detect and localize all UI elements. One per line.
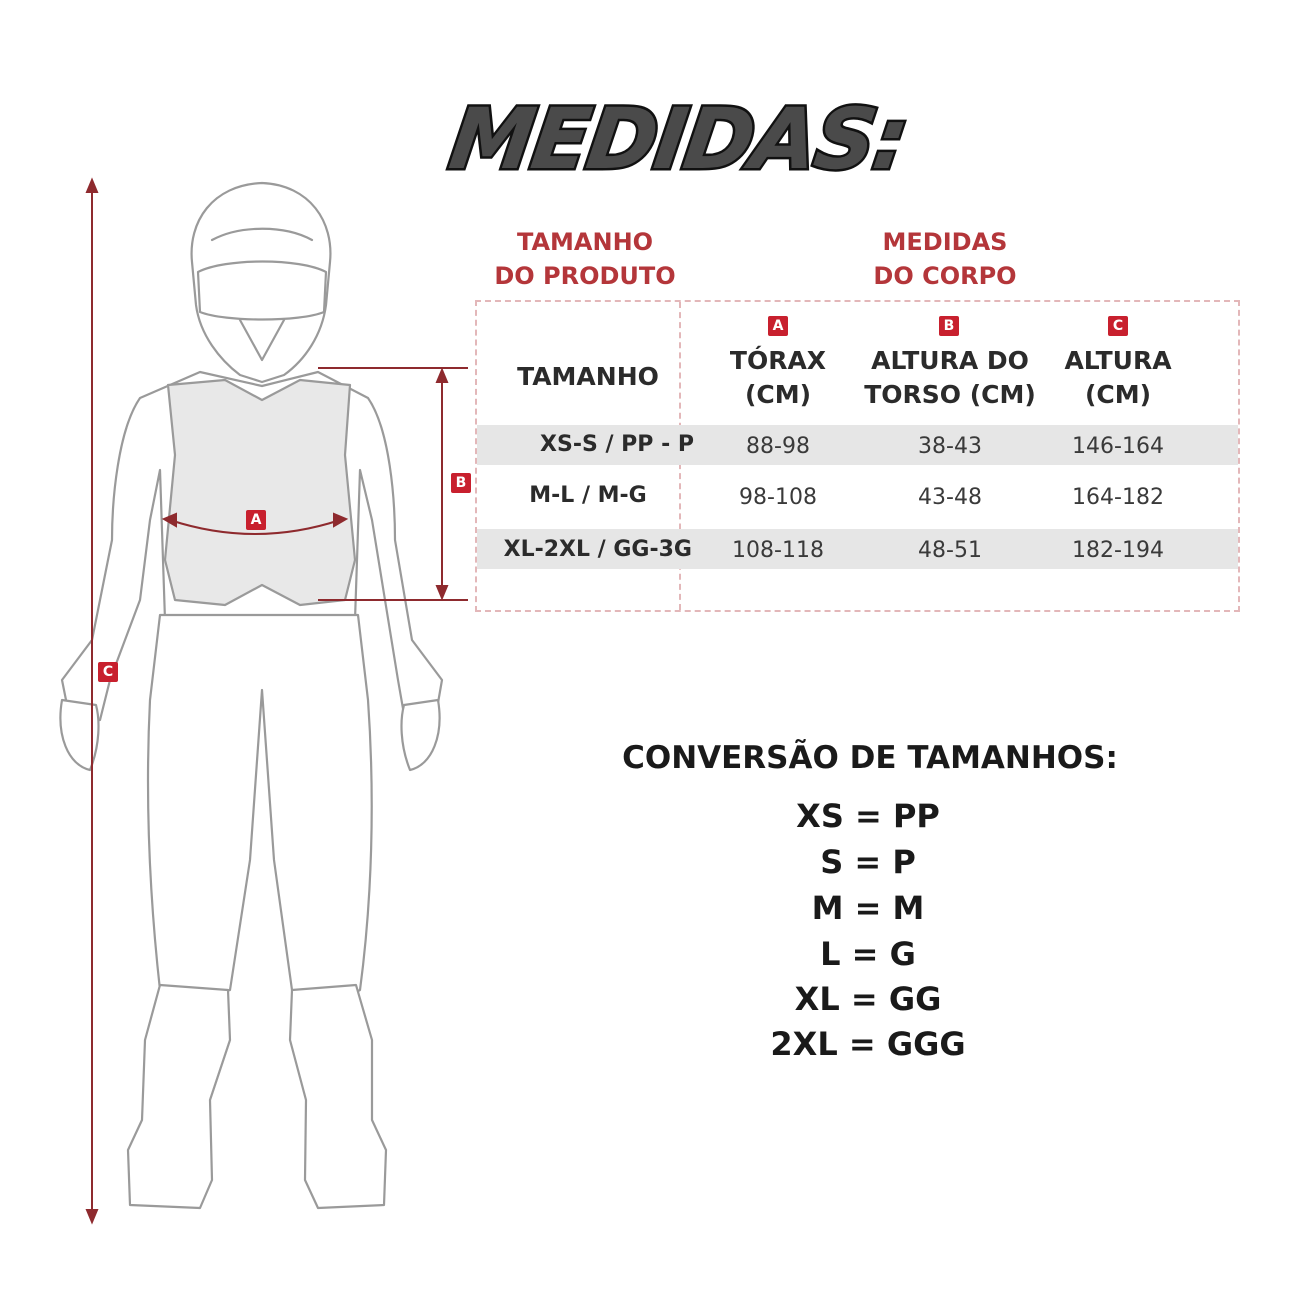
product-size-line1: TAMANHO <box>516 228 654 256</box>
left-boot <box>128 985 230 1208</box>
table-row-2-size: M-L / M-G <box>529 483 647 508</box>
conversion-line-2xl: 2XL = GGG <box>770 1025 966 1063</box>
badge-b-figure: B <box>451 473 471 493</box>
body-measures-header <box>840 225 1050 293</box>
right-boot <box>290 985 386 1208</box>
conversion-title: CONVERSÃO DE TAMANHOS: <box>622 740 1118 776</box>
conversion-line-m: M = M <box>811 889 925 927</box>
table-row-2-altura: 164-182 <box>1072 485 1164 510</box>
table-row-1-torso: 38-43 <box>918 434 982 459</box>
goggles-outline <box>198 262 326 320</box>
torso-col-header: ALTURA DO TORSO (CM) <box>864 346 1036 409</box>
table-row-3-altura: 182-194 <box>1072 538 1164 563</box>
product-size-header <box>480 225 690 293</box>
conversion-line-l: L = G <box>820 935 916 973</box>
conversion-line-s: S = P <box>820 843 916 881</box>
table-row-1-torax: 88-98 <box>746 434 810 459</box>
table-row-3-size: XL-2XL / GG-3G <box>503 537 692 562</box>
badge-c-table: C <box>1108 316 1128 336</box>
badge-a-figure: A <box>246 510 266 530</box>
badge-c-figure: C <box>98 662 118 682</box>
table-row-2-torso: 43-48 <box>918 485 982 510</box>
chest-protector <box>165 380 355 605</box>
body-measures-line1: MEDIDAS <box>882 228 1008 256</box>
table-row-2-torax: 98-108 <box>739 485 817 510</box>
table-row-3-torax: 108-118 <box>732 538 824 563</box>
table-row-1-size: XS-S / PP - P <box>540 432 694 457</box>
badge-a-table: A <box>768 316 788 336</box>
table-row-1-altura: 146-164 <box>1072 434 1164 459</box>
badge-b-table: B <box>939 316 959 336</box>
page-title-text: MEDIDAS: <box>444 90 913 188</box>
altura-col-header: ALTURA (CM) <box>1064 346 1172 409</box>
table-row-3-torso: 48-51 <box>918 538 982 563</box>
torax-col-header: TÓRAX (CM) <box>729 346 827 409</box>
pants-outline <box>148 615 372 1000</box>
size-col-header: TAMANHO <box>517 362 659 391</box>
body-measures-line2: DO CORPO <box>873 262 1017 290</box>
conversion-line-xs: XS = PP <box>796 797 940 835</box>
product-size-line2: DO PRODUTO <box>494 262 676 290</box>
conversion-line-xl: XL = GG <box>794 980 942 1018</box>
